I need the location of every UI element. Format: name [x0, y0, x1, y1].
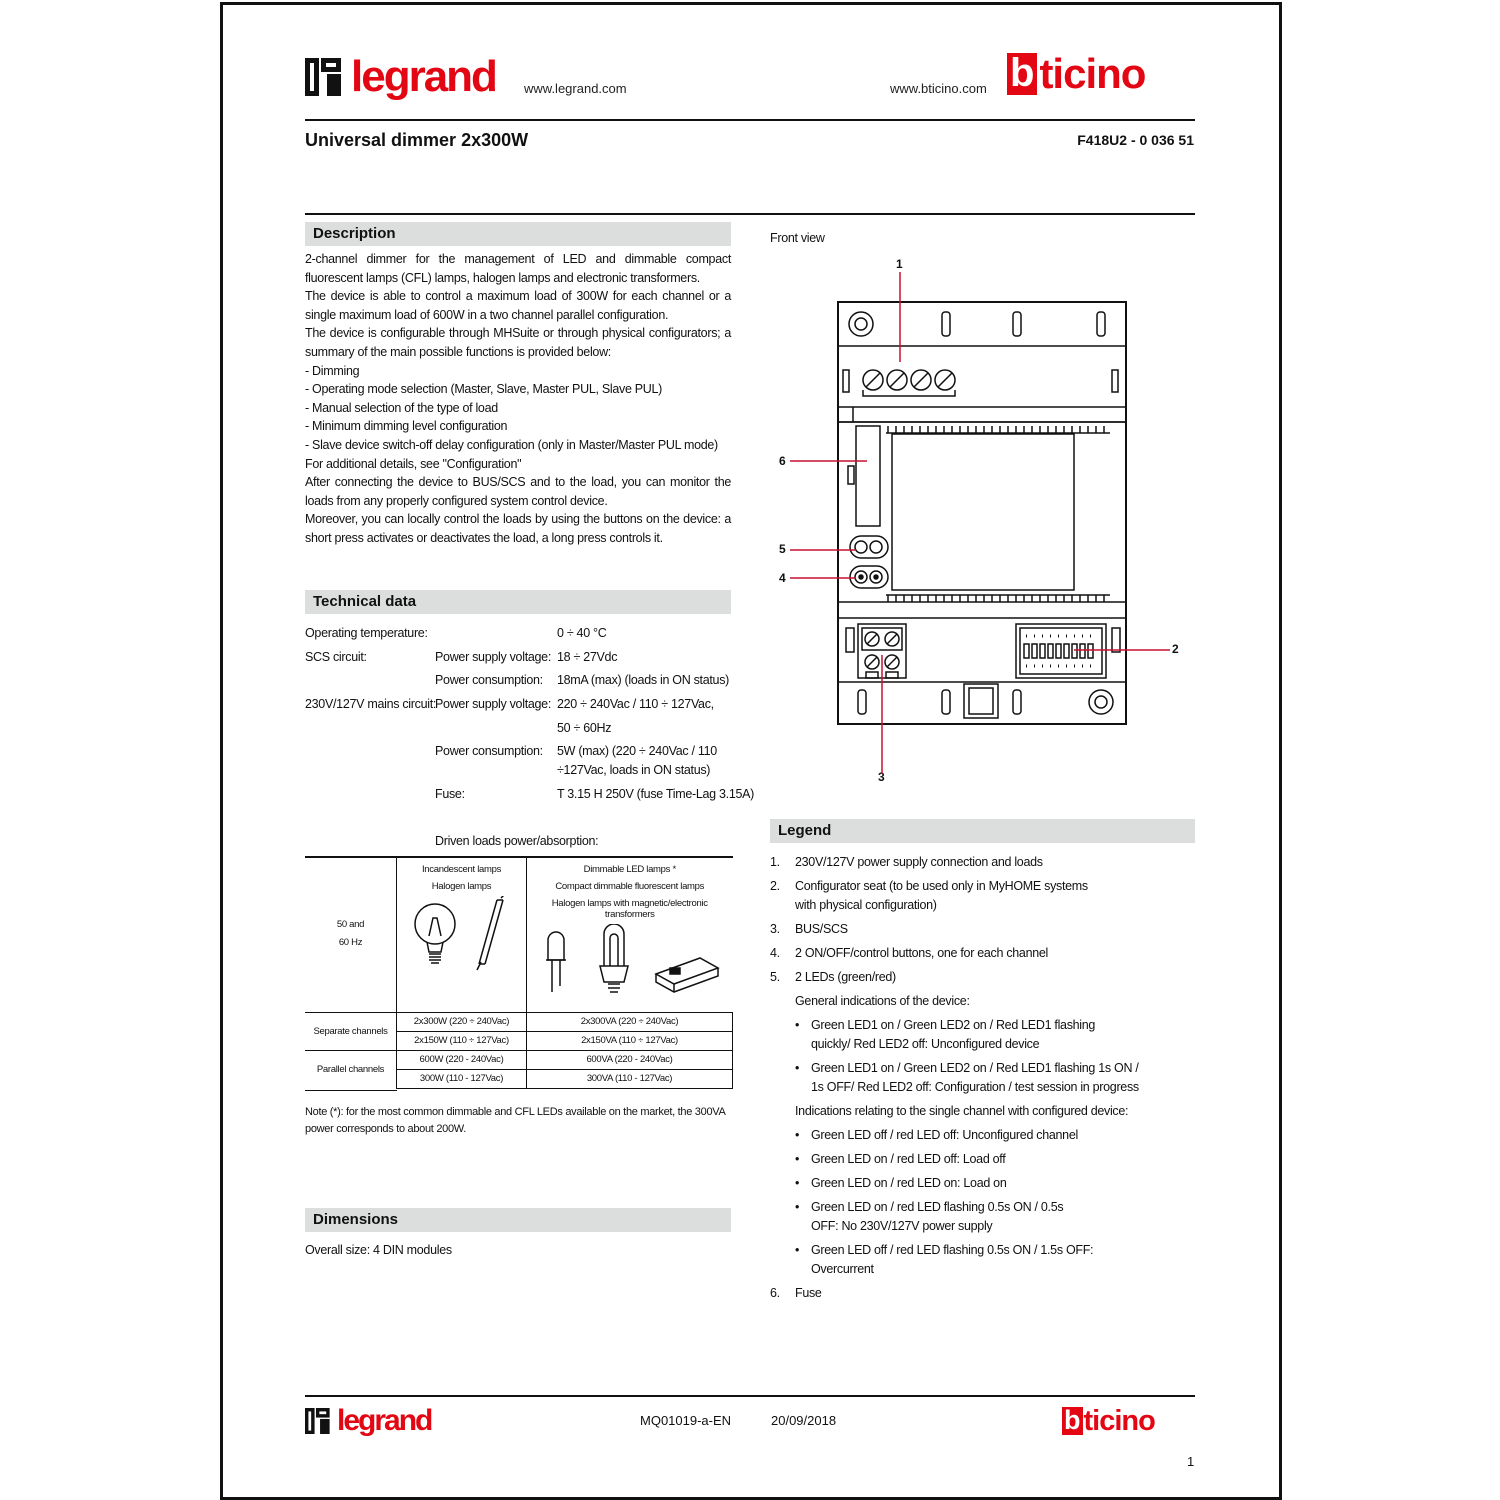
- footer-bticino-wordmark: ticino: [1083, 1404, 1155, 1437]
- legend-text-1: 230V/127V power supply connection and loads: [795, 855, 1043, 869]
- scs-psv-label: Power supply voltage:: [435, 650, 551, 664]
- led-lamp-icons: [530, 924, 730, 1004]
- description-p6: Moreover, you can locally control the loads by using the buttons on the device: a short press activates or deactivates the load, a long press controls it.: [305, 512, 731, 545]
- par-r1-c2: 600VA (220 - 240Vac): [527, 1050, 733, 1069]
- legend-item-4: [770, 944, 1150, 963]
- legend-item-2: [770, 877, 1150, 915]
- description-bullet-2: - Operating mode selection (Master, Slave, Master PUL, Slave PUL): [305, 382, 663, 397]
- halogen-transformer-label: Halogen lamps with magnetic/electronic transformers: [551, 898, 708, 920]
- freq-cell: [305, 857, 397, 1012]
- legend-text-5: 2 LEDs (green/red): [795, 970, 896, 984]
- description-bullet-5: - Slave device switch-off delay configuration (only in Master/Master PUL mode): [305, 437, 718, 452]
- scs-pc-value: 18mA (max) (loads in ON status): [557, 673, 730, 687]
- incandescent-label: Incandescent lamps: [421, 864, 502, 875]
- bticino-b-block: b: [1007, 53, 1037, 95]
- mains-psv-value2: 50 ÷ 60Hz: [557, 721, 612, 735]
- footer-legrand-logo: [305, 1404, 431, 1438]
- device-front-view: [770, 250, 1190, 790]
- mains-pc-label: Power consumption:: [435, 744, 543, 758]
- legend-num-5: 5.: [770, 970, 780, 984]
- callout-1: 1: [896, 257, 903, 271]
- legrand-mark-icon: [305, 56, 343, 98]
- legend-num-1: 1.: [770, 855, 780, 869]
- halogen-tube-icon: [477, 896, 505, 970]
- mains-pc-value2: ÷127Vac, loads in ON status): [557, 763, 711, 777]
- legend-single-1: • Green LED off / red LED off: Unconfigured channel: [795, 1126, 1150, 1145]
- callout-3: 3: [878, 770, 885, 784]
- footer-doc-code: MQ01019-a-EN: [640, 1413, 732, 1428]
- cfl-label: Compact dimmable fluorescent lamps: [555, 881, 705, 892]
- legend-num-3: 3.: [770, 922, 780, 936]
- device-body: [838, 302, 1126, 724]
- description-body: [305, 250, 731, 548]
- legend-item-5: [770, 968, 1150, 987]
- legend-item-1: [770, 853, 1150, 872]
- transformer-icon: [656, 958, 718, 992]
- header-rule: [305, 119, 1195, 121]
- legend-num-2: 2.: [770, 879, 780, 893]
- legend-item-6: [770, 1284, 1150, 1303]
- legend-single-heading: Indications relating to the single channel with configured device:: [795, 1104, 1129, 1118]
- mains-label: 230V/127V mains circuit:: [305, 697, 437, 711]
- legrand-wordmark: legrand: [351, 52, 496, 101]
- par-r2-c1: 300W (110 - 127Vac): [397, 1069, 527, 1088]
- par-r2-c2: 300VA (110 - 127Vac): [527, 1069, 733, 1088]
- scs-psv-value: 18 ÷ 27Vdc: [557, 650, 618, 664]
- footer-bticino-logo: [1062, 1406, 1155, 1436]
- incandescent-bulb-icon: [415, 904, 455, 963]
- halogen-label: Halogen lamps: [431, 881, 492, 892]
- page-number: 1: [1187, 1454, 1195, 1469]
- dimensions-text: Overall size: 4 DIN modules: [305, 1243, 452, 1257]
- op-temp-label: Operating temperature:: [305, 626, 428, 640]
- technical-heading: Technical data: [305, 590, 731, 614]
- par-r1-c1: 600W (220 - 240Vac): [397, 1050, 527, 1069]
- callout-5: 5: [779, 542, 786, 556]
- sep-r1-c2: 2x300VA (220 ÷ 240Vac): [527, 1012, 733, 1031]
- legend-single-3: • Green LED on / red LED on: Load on: [795, 1174, 1150, 1193]
- callout-4: 4: [779, 571, 786, 585]
- description-p4: For additional details, see "Configuration": [305, 456, 522, 471]
- legend-general-heading: General indications of the device:: [795, 994, 970, 1008]
- dimmable-led-cell: [527, 857, 733, 1012]
- front-view-title: Front view: [770, 231, 825, 245]
- product-code: F418U2 - 0 036 51: [1077, 132, 1194, 148]
- description-bullet-3: - Manual selection of the type of load: [305, 400, 498, 415]
- footer-rule: [305, 1395, 1195, 1397]
- legend-general-1: • Green LED1 on / Green LED2 on / Red LED1 flashing quickly/ Red LED2 off: Unconfigured device: [795, 1016, 1111, 1054]
- op-temp-value: 0 ÷ 40 °C: [557, 626, 607, 640]
- bticino-wordmark: ticino: [1039, 50, 1146, 97]
- legend-single-5: • Green LED off / red LED flashing 0.5s ON / 1.5s OFF: Overcurrent: [795, 1241, 1150, 1279]
- legend-text-3: BUS/SCS: [795, 922, 848, 936]
- description-heading: Description: [305, 222, 731, 246]
- legrand-logo: [305, 52, 496, 102]
- title-rule: [305, 213, 1195, 215]
- parallel-channels-label: Parallel channels: [305, 1050, 397, 1088]
- mains-pc-value1: 5W (max) (220 ÷ 240Vac / 110: [557, 744, 717, 758]
- scs-pc-label: Power consumption:: [435, 673, 543, 687]
- legend-single-4: • Green LED on / red LED flashing 0.5s ON / 0.5s OFF: No 230V/127V power supply: [795, 1198, 1071, 1236]
- mains-psv-label: Power supply voltage:: [435, 697, 551, 711]
- legrand-url[interactable]: www.legrand.com: [524, 81, 627, 96]
- legend-text-4: 2 ON/OFF/control buttons, one for each channel: [795, 946, 1049, 960]
- callout-2: 2: [1172, 642, 1179, 656]
- legend-list: [770, 853, 1150, 1303]
- loads-table: [305, 857, 733, 1089]
- separate-channels-label: Separate channels: [305, 1012, 397, 1050]
- freq-label: 50 and 60 Hz: [336, 919, 365, 949]
- footer-bticino-b-block: b: [1064, 1405, 1081, 1435]
- incandescent-cell: [397, 857, 527, 1012]
- description-p5: After connecting the device to BUS/SCS and to the load, you can monitor the loads from any properly configured system control device.: [305, 475, 731, 508]
- dimmable-led-label: Dimmable LED lamps *: [583, 864, 676, 875]
- legend-num-6: 6.: [770, 1286, 780, 1300]
- bticino-url[interactable]: www.bticino.com: [890, 81, 987, 96]
- legend-general-2: • Green LED1 on / Green LED2 on / Red LED1 flashing 1s ON / 1s OFF/ Red LED2 off: Configuration / test session in progress: [795, 1059, 1141, 1097]
- description-p1: 2-channel dimmer for the management of LED and dimmable compact fluorescent lamps (CFL) lamps, halogen lamps and electronic transformers.: [305, 252, 731, 285]
- led-icon: [546, 932, 566, 992]
- mains-psv-value1: 220 ÷ 240Vac / 110 ÷ 127Vac,: [557, 697, 714, 711]
- bticino-logo: [1007, 52, 1145, 96]
- fuse-value: T 3.15 H 250V (fuse Time-Lag 3.15A): [557, 787, 755, 801]
- fuse-label: Fuse:: [435, 787, 465, 801]
- cfl-icon: [600, 924, 628, 992]
- footer-legrand-wordmark: legrand: [337, 1404, 432, 1437]
- legend-num-4: 4.: [770, 946, 780, 960]
- legend-text-6: Fuse: [795, 1286, 822, 1300]
- sep-r1-c1: 2x300W (220 ÷ 240Vac): [397, 1012, 527, 1031]
- lamp-icons: [407, 896, 517, 976]
- sep-r2-c2: 2x150VA (110 ÷ 127Vac): [527, 1031, 733, 1050]
- dimensions-heading: Dimensions: [305, 1208, 731, 1232]
- scs-label: SCS circuit:: [305, 650, 367, 664]
- description-p3: The device is configurable through MHSuite or through physical configurators; a summary of the main possible functions is provided below:: [305, 326, 731, 359]
- legend-single-2: • Green LED on / red LED off: Load off: [795, 1150, 1150, 1169]
- legend-heading: Legend: [770, 819, 1195, 843]
- description-p2: The device is able to control a maximum load of 300W for each channel or a single maximum load of 600W in a two channel parallel configuration.: [305, 289, 731, 322]
- loads-caption: Driven loads power/absorption:: [435, 834, 599, 848]
- callout-6: 6: [779, 454, 786, 468]
- technical-data: [305, 626, 755, 806]
- sep-r2-c1: 2x150W (110 ÷ 127Vac): [397, 1031, 527, 1050]
- legend-text-2: Configurator seat (to be used only in MyHOME systems with physical configuration): [795, 879, 1088, 912]
- description-bullet-4: - Minimum dimming level configuration: [305, 419, 508, 434]
- description-bullet-1: - Dimming: [305, 363, 360, 378]
- footer-date: 20/09/2018: [771, 1413, 837, 1428]
- loads-bottom-rule: [305, 1090, 397, 1091]
- page-title: Universal dimmer 2x300W: [305, 130, 529, 150]
- loads-note: Note (*): for the most common dimmable and CFL LEDs available on the market, the 300VA power corresponds to about 200W.: [305, 1106, 725, 1135]
- legend-item-3: [770, 920, 1150, 939]
- footer-legrand-mark-icon: [305, 1406, 331, 1436]
